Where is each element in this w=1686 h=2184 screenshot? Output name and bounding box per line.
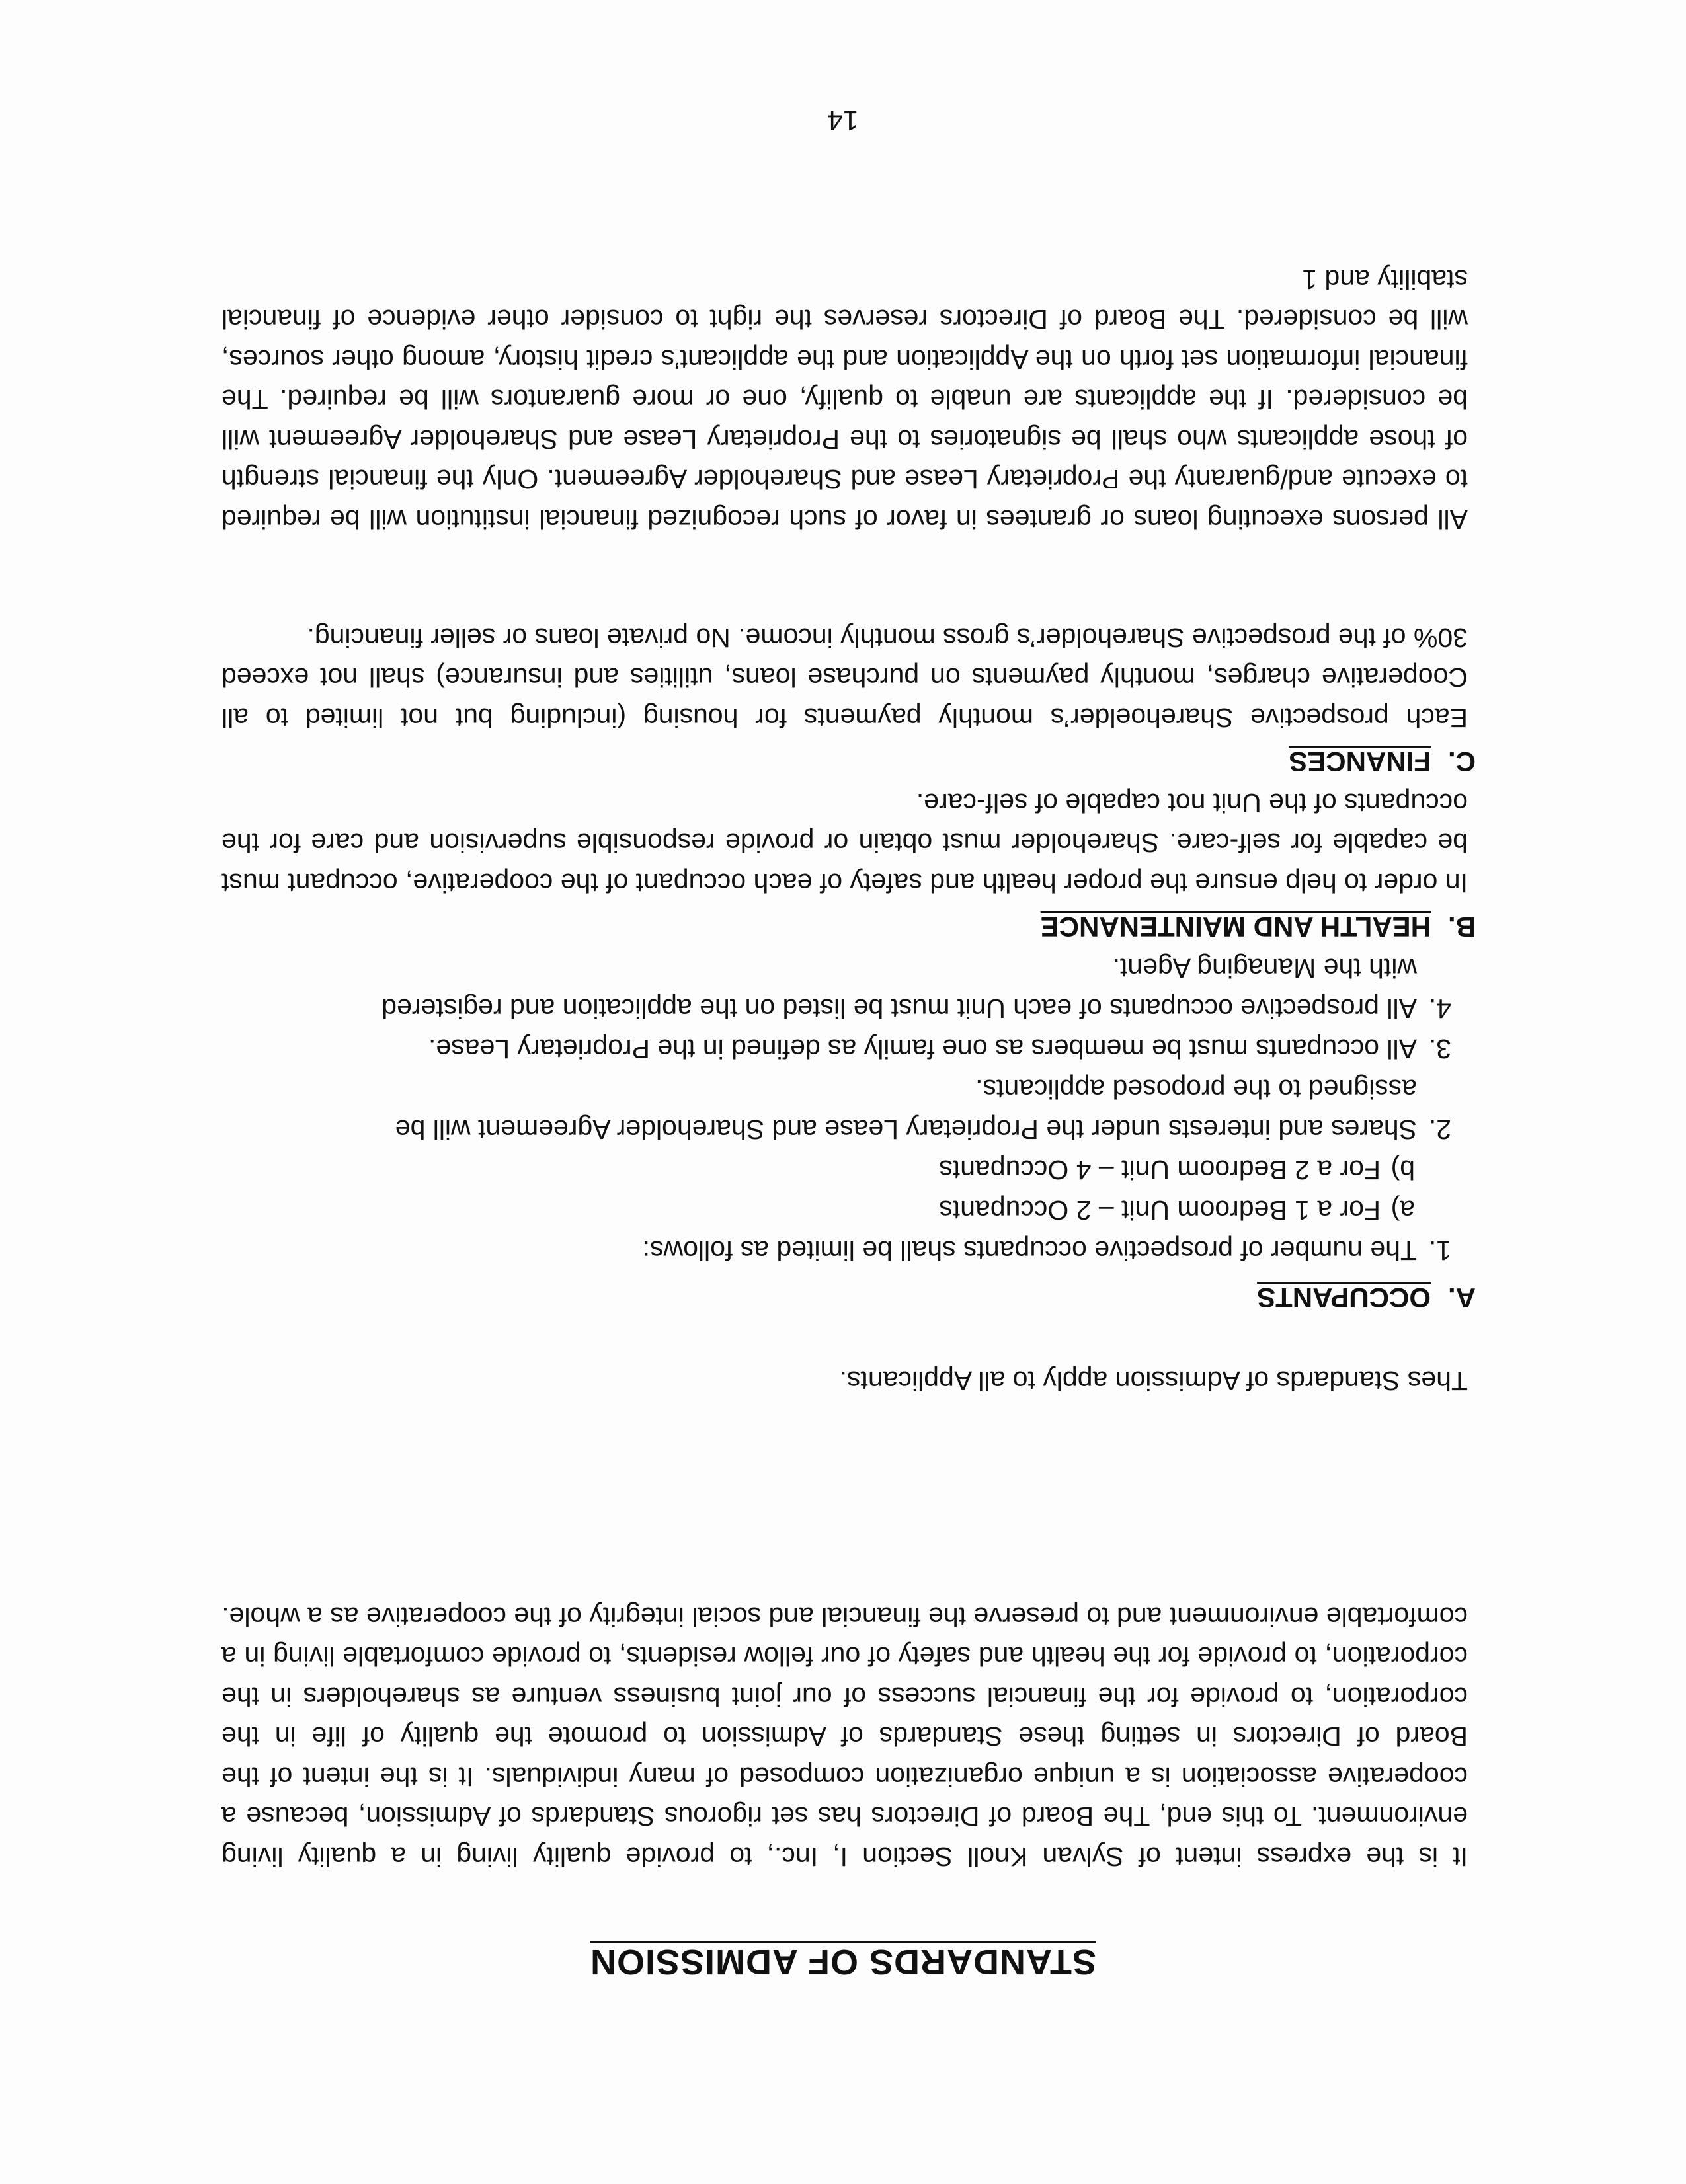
- list-item: 2.Shares and interests under the Proprietary Lease and Shareholder Agreement will be assigned to the proposed applicants.: [395, 1074, 1451, 1145]
- section-a-heading: A.OCCUPANTS: [1257, 1282, 1476, 1313]
- section-c-paragraph-1: Each prospective Sharehoelder’s monthly payments for housing (including but not limited to all Cooperative charges, monthly payments on purchase loans, utilities and insurance) shall not exceed 30% of the prospective Shareholder’s gross monthly income. No private loans or seller financing.: [221, 623, 1468, 733]
- list-item: 3.All occupants must be members as one family as defined in the Proprietary Lease.: [428, 1034, 1451, 1064]
- sub-list-item: b)For a 2 Bedroom Unit – 4 Occupants: [939, 1155, 1415, 1185]
- section-b-paragraph: In order to help ensure the proper health and safety of each occupant of the cooperative, occupant must be capable for self-care. Shareholder must obtain or provide responsible supervision and care for the occupants of the Unit not capable of self-care.: [221, 788, 1468, 898]
- sub-list-item: a)For a 1 Bedroom Unit – 2 Occupants: [939, 1195, 1415, 1226]
- intro-paragraph: It is the express intent of Sylvan Knoll Section I, Inc., to provide quality living in a quality living environment. To this end, The Board of Directors has set rigorous Standards of Admission, because a cooperative association is a unique organization composed of many individuals. It is the intent of the Board of Directors in setting these Standards of Admission to promote the quality of life in the corporation, to provide for the financial success of our joint business venture as shareholders in the corporation, to provide for the health and safety of our fellow residents, to provide comfortable living in a comfortable environment and to preserve the financial and social integrity of the cooperative as a whole.: [221, 1602, 1468, 1872]
- section-c-paragraph-2: All persons executing loans or grantees in favor of such recognized financial institution will be required to execute and/guaranty the Proprietary Lease and Shareholder Agreement. Only the financial strength of those applicants who shall be signatories to the Proprietary Lease and Shareholder Agreement will be considered. If the applicants are unable to qualify, one or more guarantors will be required. The financial information set forth on the Application and the applicant’s credit history, among other sources, will be considered. The Board of Directors reserves the right to consider other evidence of financial stability and 1: [221, 264, 1468, 535]
- section-b-heading: B.HEALTH AND MAINTENANCE: [1040, 912, 1476, 943]
- document-title: STANDARDS OF ADMISSION: [590, 1942, 1097, 1982]
- section-c-heading: C.FINANCES: [1289, 746, 1476, 777]
- applies-statement: Thes Standards of Admission apply to all Applicants.: [839, 1366, 1468, 1396]
- list-item: 4.All prospective occupants of each Unit must be listed on the application and registered with the Managing Agent.: [381, 953, 1451, 1024]
- page-number: 14: [827, 105, 859, 136]
- list-item: 1.The number of prospective occupants shall be limited as follows:: [642, 1235, 1451, 1266]
